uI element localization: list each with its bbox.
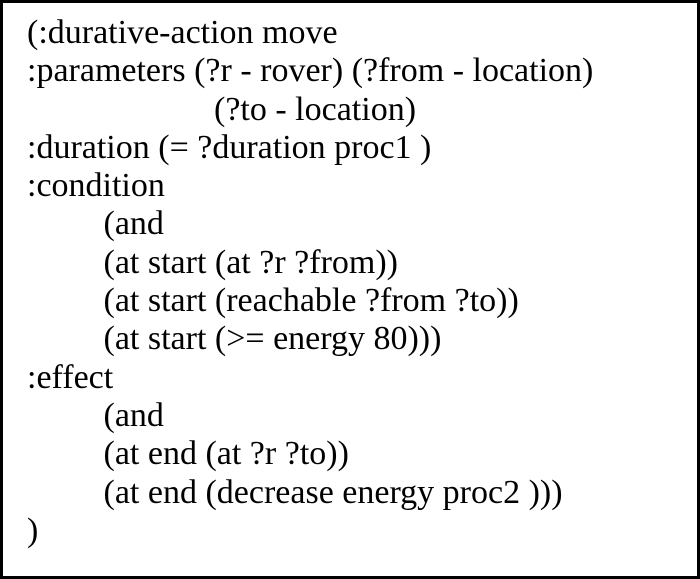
code-line-parameters-cont: (?to - location) <box>27 90 417 128</box>
code-listing <box>3 3 697 550</box>
code-line-at-end-decrease: (at end (decrease energy proc2 ))) <box>27 473 563 511</box>
code-line-at-start-energy: (at start (>= energy 80))) <box>27 320 442 358</box>
code-line-at-start-at: (at start (at ?r ?from)) <box>27 243 398 281</box>
code-line-effect: :effect <box>27 358 114 396</box>
code-line-at-start-reachable: (at start (reachable ?from ?to)) <box>27 282 519 320</box>
code-line-parameters: :parameters (?r - rover) (?from - location) <box>27 52 594 90</box>
code-line-at-end-at: (at end (at ?r ?to)) <box>27 435 349 473</box>
code-line-closing-paren: ) <box>27 511 39 549</box>
code-line-condition: :condition <box>27 167 165 205</box>
code-line-condition-and: (and <box>27 205 164 243</box>
code-line-effect-and: (and <box>27 396 164 434</box>
code-line-durative-action: (:durative-action move <box>27 14 338 51</box>
code-line-duration: :duration (= ?duration proc1 ) <box>27 128 432 166</box>
